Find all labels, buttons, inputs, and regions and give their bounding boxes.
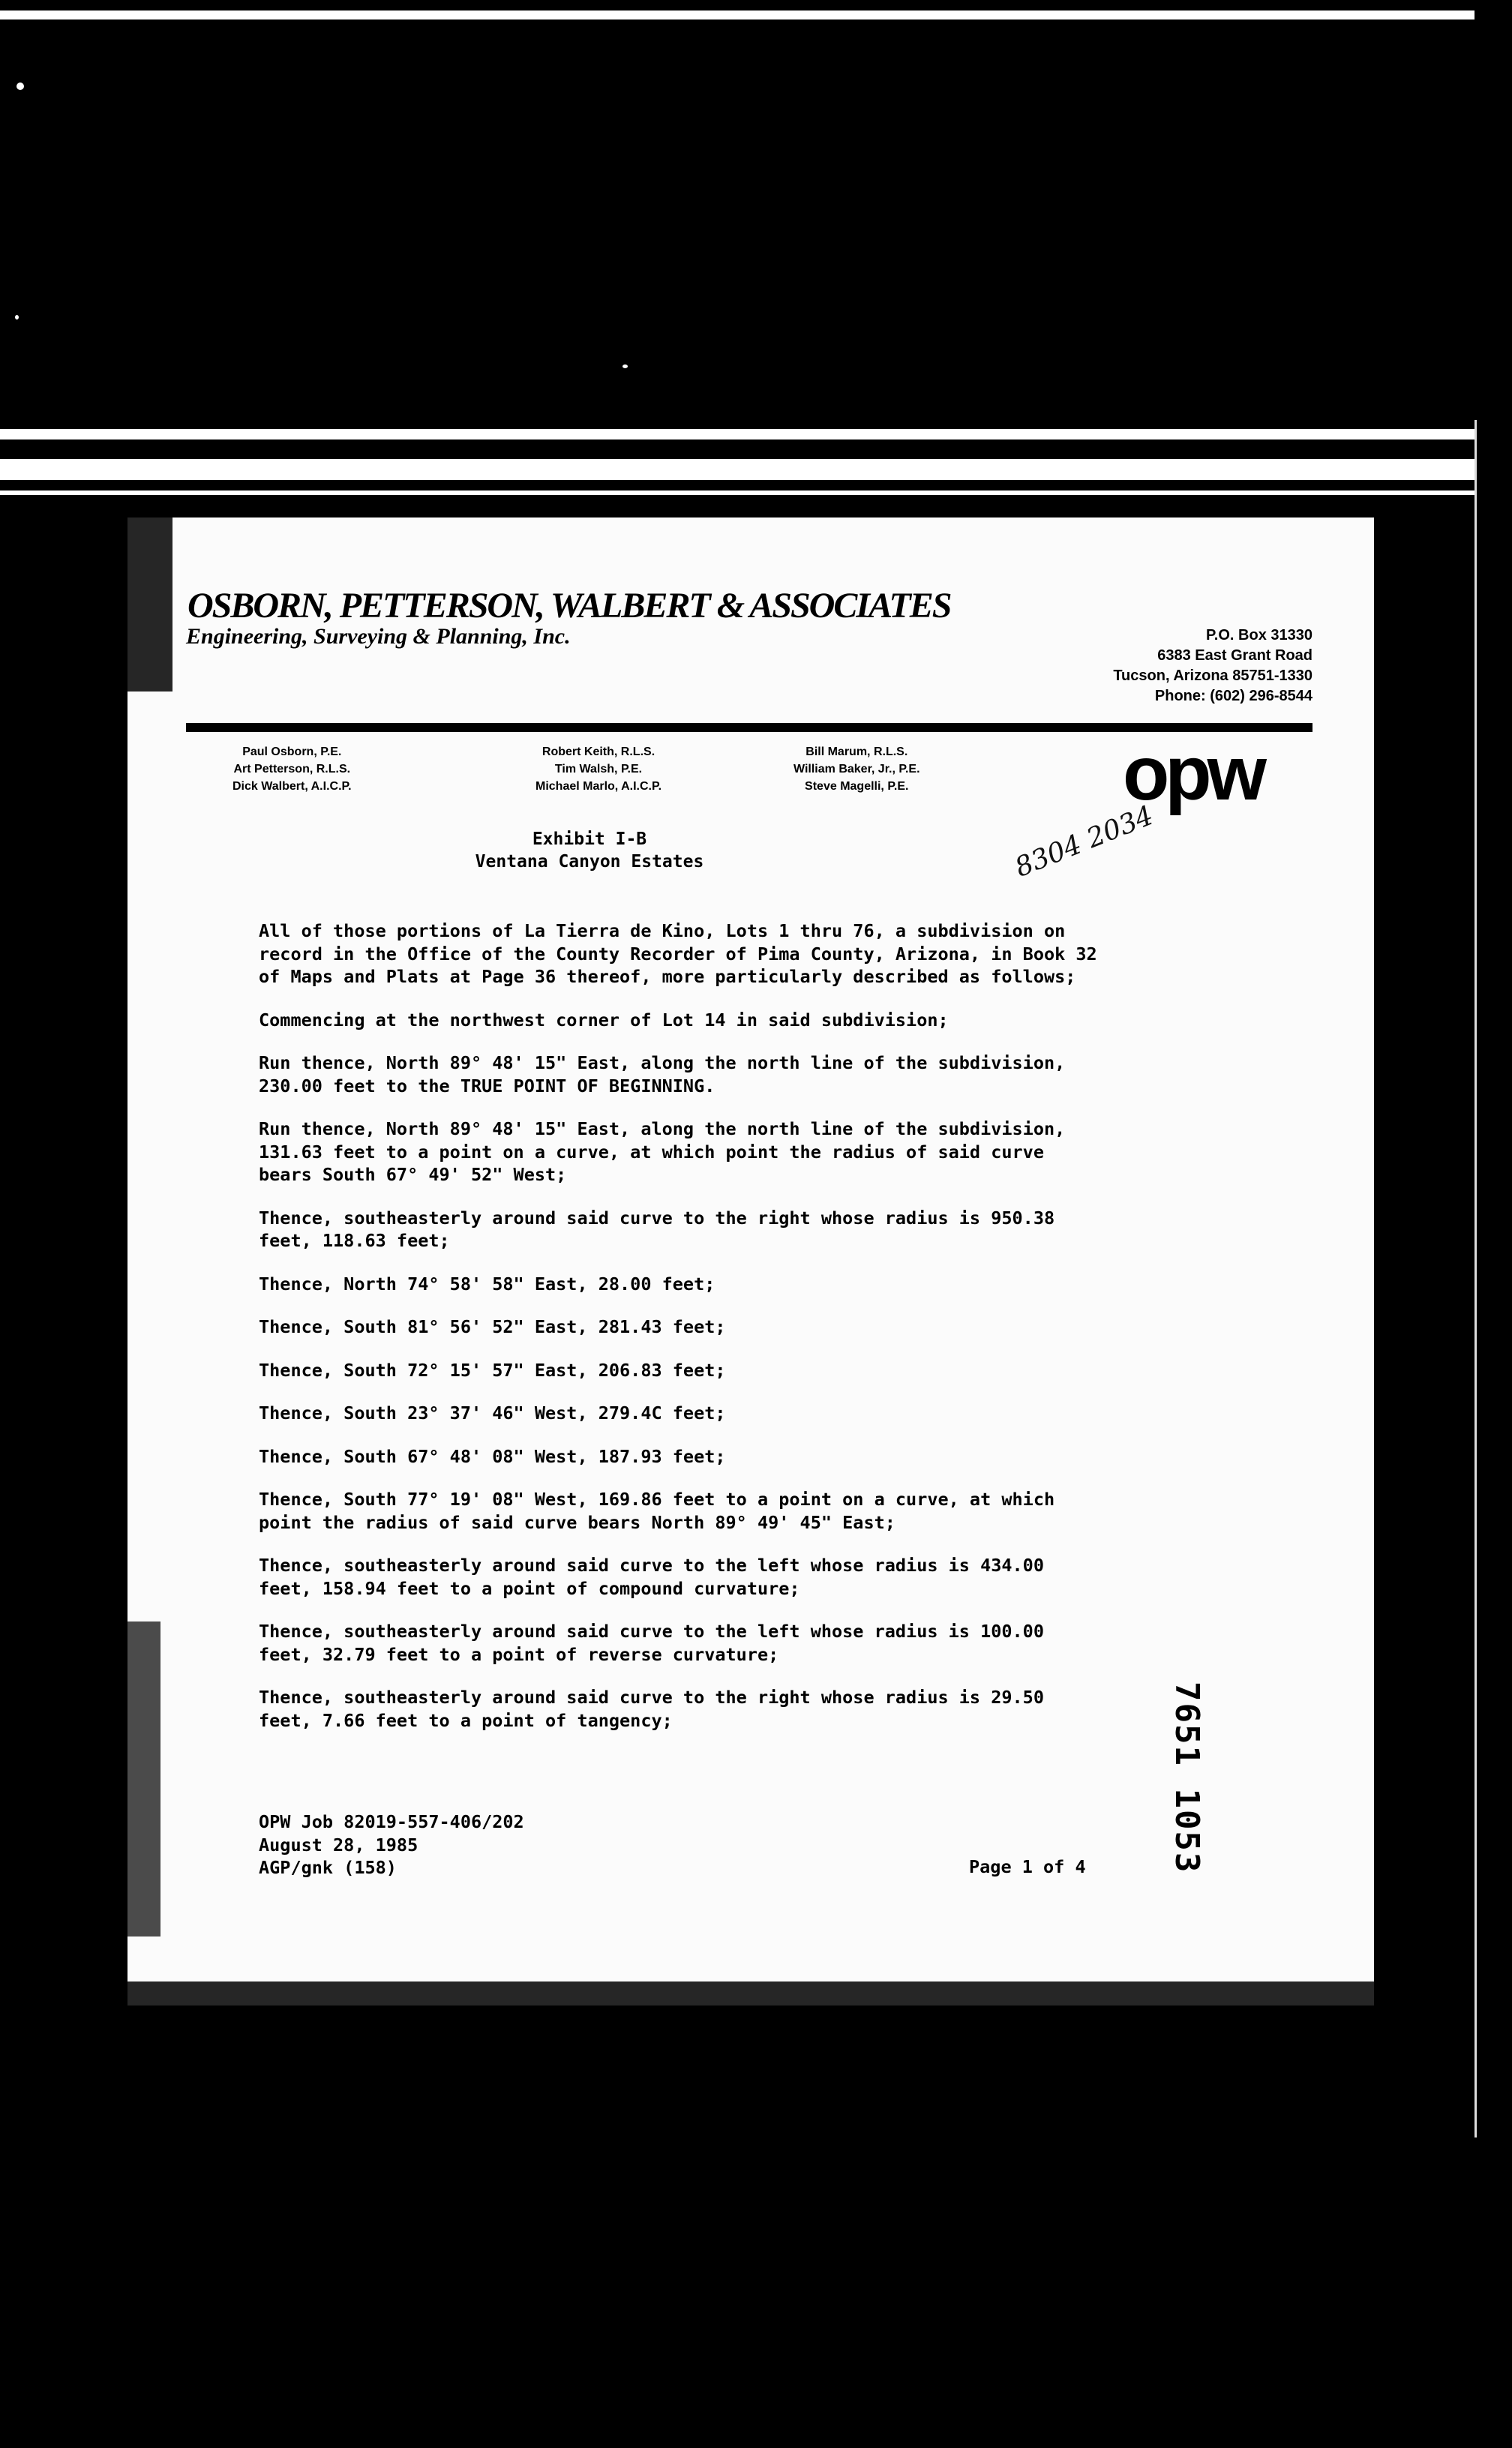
staff-name: Paul Osborn, P.E. <box>242 746 342 758</box>
address-line: 6383 East Grant Road <box>1157 647 1312 664</box>
paragraph: Thence, North 74° 58' 58" East, 28.00 feet; <box>259 1273 716 1294</box>
staff-list-3 <box>794 743 920 795</box>
paragraph: Thence, South 23° 37' 46" West, 279.4C feet; <box>259 1402 726 1424</box>
document-date: August 28, 1985 <box>259 1834 418 1856</box>
firm-subtitle: Engineering, Surveying & Planning, Inc. <box>186 624 571 649</box>
margin-record-number: 7651 1053 <box>1168 1682 1206 1874</box>
staff-name: Michael Marlo, A.I.C.P. <box>536 780 662 793</box>
page-number: Page 1 of 4 <box>969 1856 1086 1877</box>
scan-edge-line <box>1474 420 1477 2138</box>
staff-list-1 <box>232 743 352 795</box>
address-line: Tucson, Arizona 85751-1330 <box>1113 668 1312 684</box>
scan-speck <box>622 364 628 368</box>
opw-logo <box>1123 730 1310 816</box>
staff-name: Bill Marum, R.L.S. <box>806 746 908 758</box>
handwritten-note <box>1010 800 1158 900</box>
paragraph: Thence, southeasterly around said curve to the left whose radius is 434.00 feet, 158.94 feet to a point of compound curvature; <box>259 1555 1044 1599</box>
paragraph: All of those portions of La Tierra de Kino, Lots 1 thru 76, a subdivision on record in the Office of the County Recorder of Pima County, Arizona, in Book 32 of Maps and Plats at Page 36 thereof, more particularly described as follows; <box>259 920 1097 987</box>
paragraph: Thence, southeasterly around said curve to the right whose radius is 950.38 feet, 118.63 feet; <box>259 1207 1055 1251</box>
document-page <box>128 512 1374 2006</box>
scan-speck <box>16 82 24 90</box>
exhibit-subject: Ventana Canyon Estates <box>475 852 704 872</box>
address-line: P.O. Box 31330 <box>1206 627 1312 644</box>
firm-name: OSBORN, PETTERSON, WALBERT & ASSOCIATES <box>188 586 951 626</box>
exhibit-title <box>128 828 1052 873</box>
staff-name: Steve Magelli, P.E. <box>805 780 909 793</box>
paragraph: Commencing at the northwest corner of Lot 14 in said subdivision; <box>259 1009 949 1030</box>
scan-edge <box>128 512 1374 518</box>
scan-border-line <box>0 429 1474 440</box>
paragraph: Thence, South 72° 15' 57" East, 206.83 feet; <box>259 1359 726 1381</box>
scan-border-line <box>0 490 1474 495</box>
scan-edge <box>128 512 172 692</box>
scan-border-line <box>0 459 1474 480</box>
exhibit-number: Exhibit I-B <box>532 830 647 849</box>
paragraph: Thence, South 81° 56' 52" East, 281.43 feet; <box>259 1316 726 1337</box>
paragraph: Thence, southeasterly around said curve to the left whose radius is 100.00 feet, 32.79 feet to a point of reverse curvature; <box>259 1621 1044 1665</box>
logo-text: opw <box>1123 730 1262 816</box>
paragraph: Run thence, North 89° 48' 15" East, along the north line of the subdivision, 131.63 feet to a point on a curve, at which point the radius of said curve bears South 67° 49' 52" West; <box>259 1118 1066 1185</box>
staff-name: Robert Keith, R.L.S. <box>542 746 656 758</box>
staff-name: Art Petterson, R.L.S. <box>233 763 351 776</box>
document-footer <box>259 1810 524 1880</box>
staff-list-2 <box>536 743 662 795</box>
firm-address <box>1113 626 1312 706</box>
paragraph: Run thence, North 89° 48' 15" East, along the north line of the subdivision, 230.00 feet to the TRUE POINT OF BEGINNING. <box>259 1052 1066 1096</box>
job-number: OPW Job 82019-557-406/202 <box>259 1811 524 1832</box>
scan-edge <box>128 1982 1374 2006</box>
paragraph: Thence, southeasterly around said curve to the right whose radius is 29.50 feet, 7.66 feet to a point of tangency; <box>259 1687 1044 1731</box>
staff-name: Tim Walsh, P.E. <box>554 763 643 776</box>
scan-border-line <box>0 10 1474 20</box>
author-initials: AGP/gnk (158) <box>259 1857 397 1878</box>
legal-description <box>259 920 1346 1732</box>
address-line: Phone: (602) 296-8544 <box>1154 688 1312 704</box>
scan-speck <box>15 315 19 320</box>
scan-speck <box>886 464 892 468</box>
staff-name: William Baker, Jr., P.E. <box>794 763 920 776</box>
paragraph: Thence, South 67° 48' 08" West, 187.93 feet; <box>259 1445 726 1467</box>
handwritten-text: 8304 2034 <box>1010 800 1158 884</box>
scan-edge <box>128 1622 160 1936</box>
staff-name: Dick Walbert, A.I.C.P. <box>232 780 352 793</box>
paragraph: Thence, South 77° 19' 08" West, 169.86 feet to a point on a curve, at which point the radius of said curve bears North 89° 49' 45" East; <box>259 1489 1055 1533</box>
